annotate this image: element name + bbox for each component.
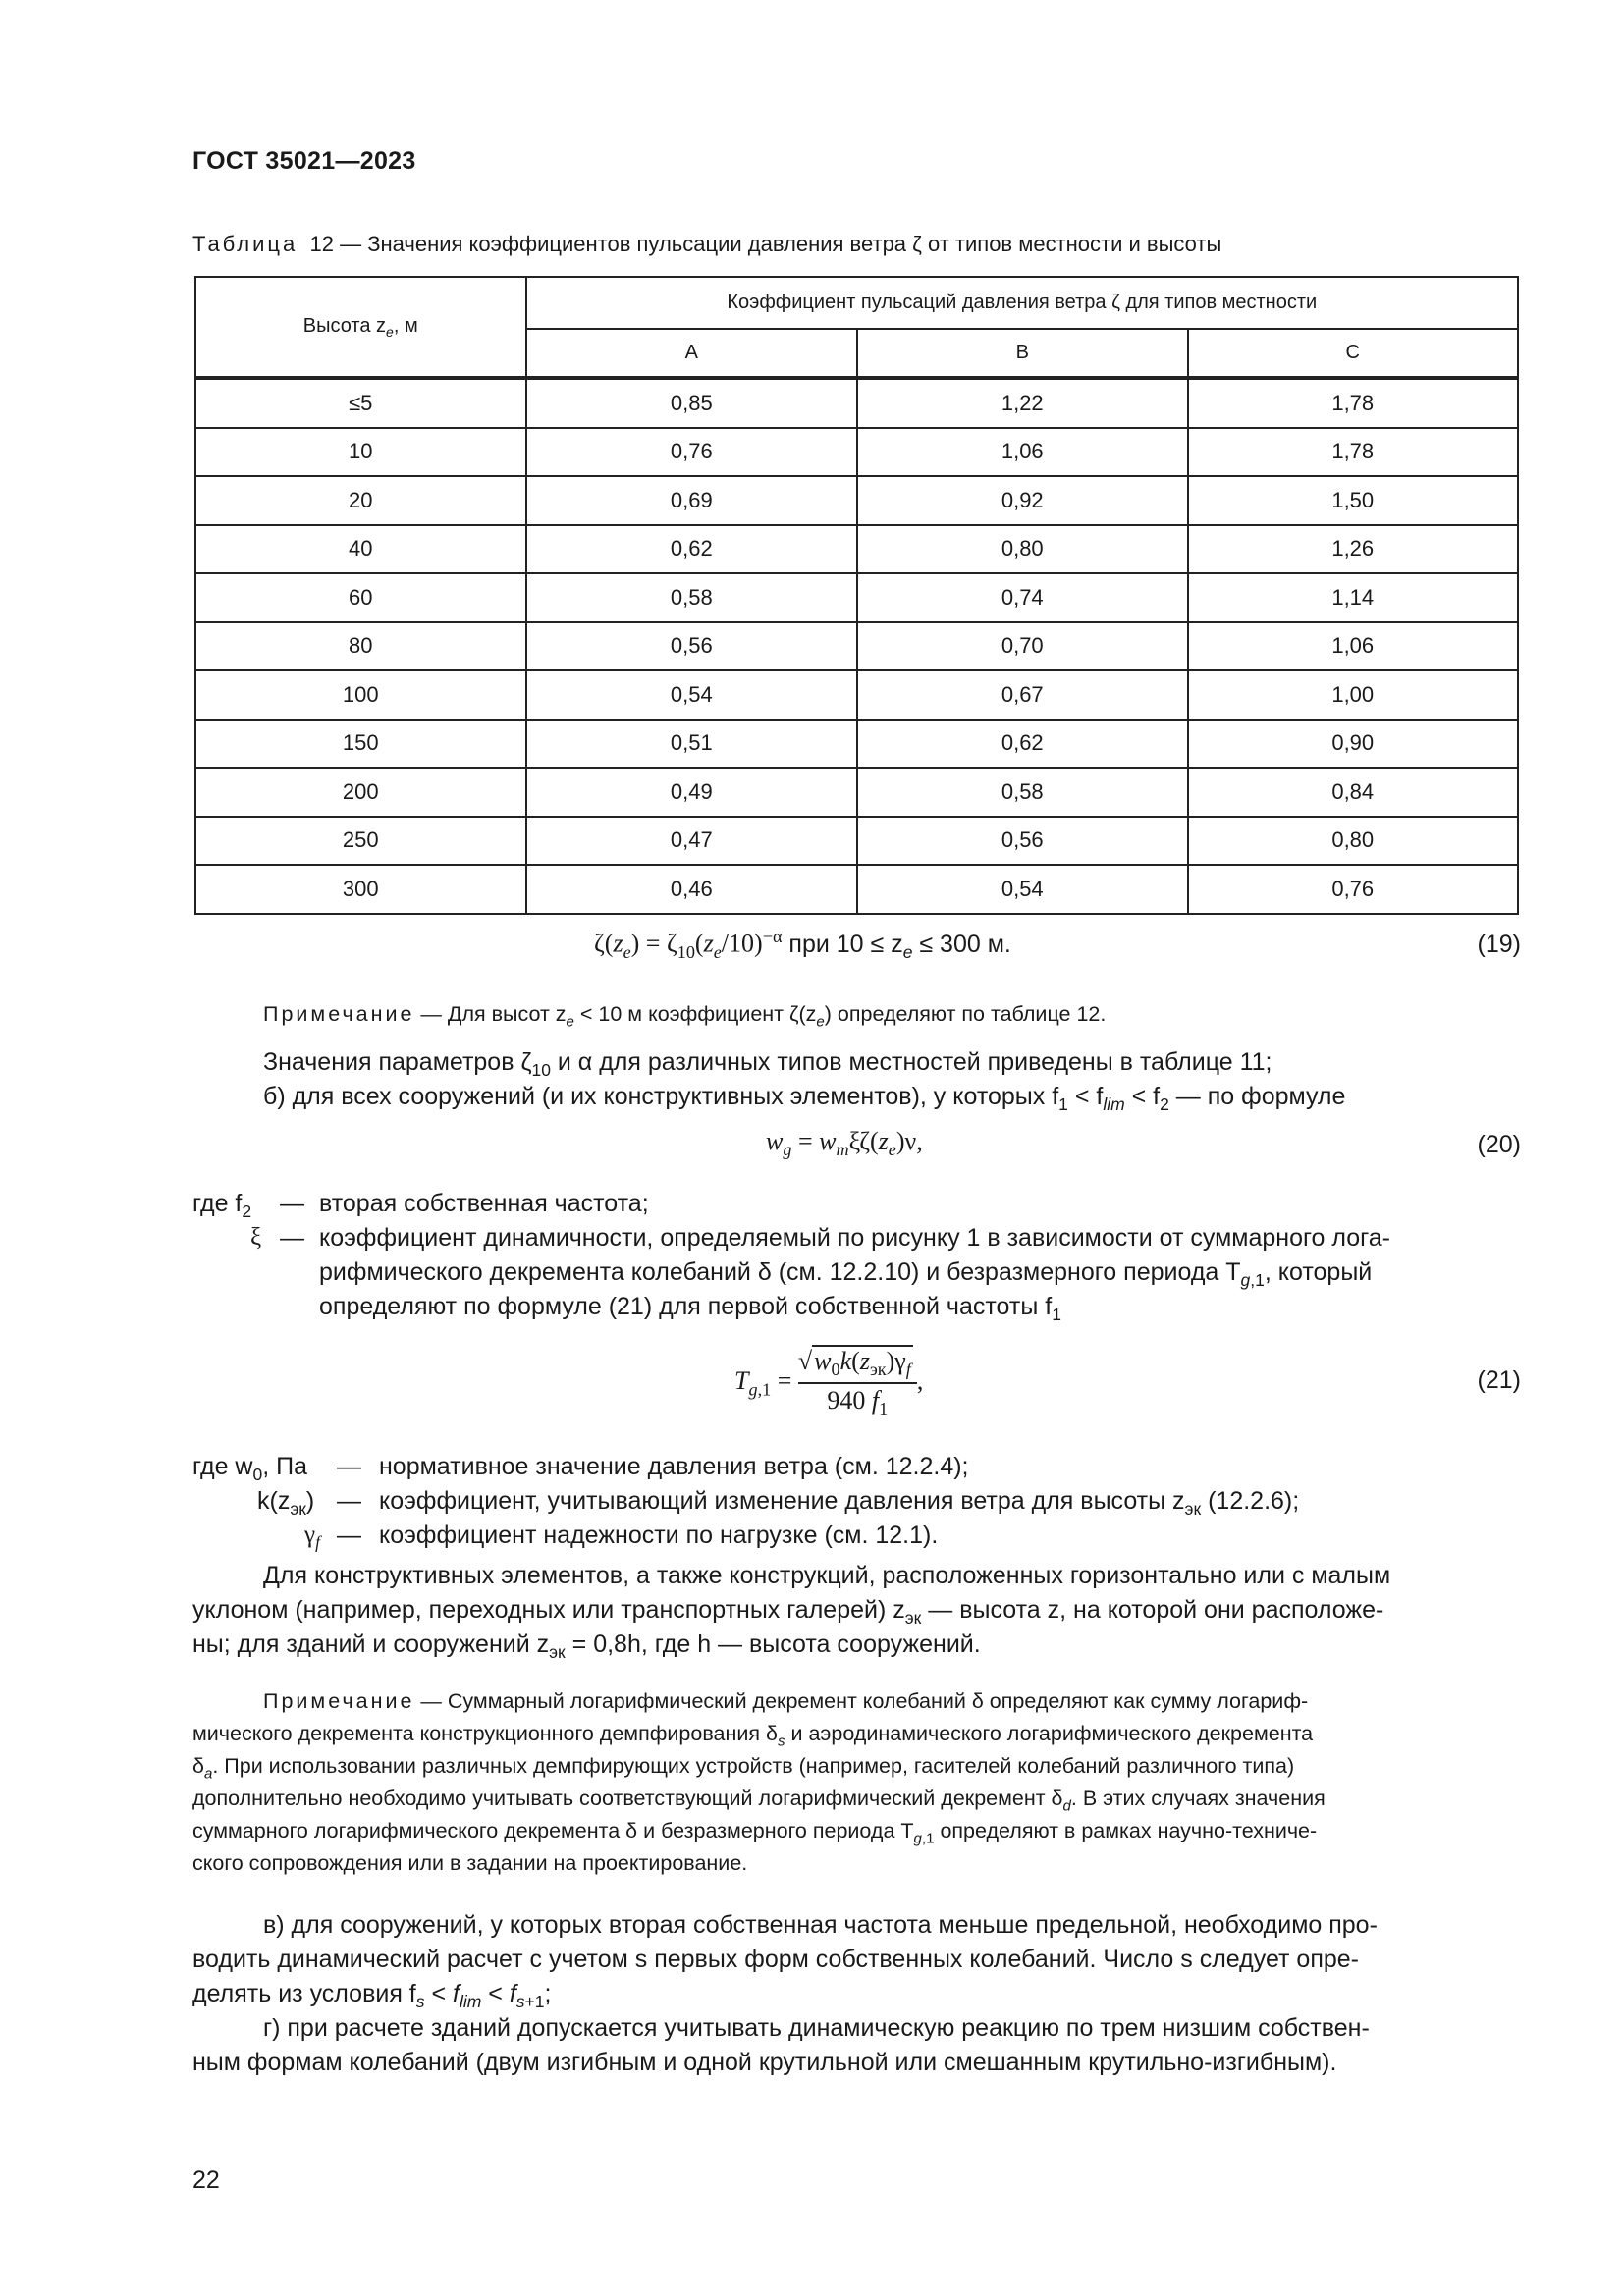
definition-f2-text: вторая собственная частота; <box>319 1190 649 1217</box>
equation-21-number: (21) <box>1477 1366 1521 1394</box>
definition-w0-label: где $w_0$, Па <box>192 1453 307 1484</box>
coefficient-cell: 1,06 <box>1188 622 1519 671</box>
column-header-group: Коэффициент пульсаций давления ветра ζ для типов местности <box>526 277 1518 329</box>
definition-xi-line-2: рифмического декремента колебаний δ (см. 12.2.10) и безразмерного периода $T_{g,1}$, который <box>319 1258 1373 1290</box>
height-cell: 10 <box>195 428 526 477</box>
coefficient-cell: 0,76 <box>1188 865 1519 914</box>
paragraph-v-line-1: в) для сооружений, у которых вторая собственная частота меньше предельной, необходимо про- <box>263 1911 1378 1939</box>
height-cell: 60 <box>195 573 526 622</box>
height-cell: 40 <box>195 525 526 574</box>
table-row <box>195 476 1518 525</box>
table-row <box>195 817 1518 866</box>
coefficient-cell: 0,46 <box>526 865 857 914</box>
coefficient-cell: 0,58 <box>526 573 857 622</box>
equation-21: $T_{g,1}$ = $\frac{√w_0k(z_{эк})\gamma_f}{940 f_1}$ , <box>734 1347 924 1419</box>
note-2-line-3: $\delta_a$. При использовании различных демпфирующих устройств (например, гасителей колебаний различного типа) <box>192 1754 1295 1783</box>
paragraph-parameters: Значения параметров $\zeta_{10}$ и α для различных типов местностей приведены в таблице 11; <box>263 1048 1272 1080</box>
document-header: ГОСТ 35021—2023 <box>192 147 416 175</box>
coefficient-cell: 0,47 <box>526 817 857 866</box>
note-1: Примечание — Для высот $z_e < 10$ м коэффициент $\zeta(z_e)$ определяют по таблице 12. <box>263 1002 1107 1031</box>
coefficient-cell: 0,54 <box>526 670 857 720</box>
paragraph-3-line-3: ны; для зданий и сооружений $z_{эк} = 0,8h$, где h — высота сооружений. <box>192 1630 981 1662</box>
paragraph-v-line-2: водить динамический расчет с учетом s первых форм собственных колебаний. Число s следует опре- <box>192 1946 1360 1973</box>
coefficient-cell: 0,58 <box>857 768 1187 817</box>
coefficient-cell: 1,78 <box>1188 378 1519 428</box>
table-caption-text: 12 — Значения коэффициентов пульсации давления ветра ζ от типов местности и высоты <box>309 232 1222 256</box>
definition-gamma-text: коэффициент надежности по нагрузке (см. 12.1). <box>379 1522 939 1549</box>
table-row <box>195 720 1518 769</box>
table-row <box>195 573 1518 622</box>
coefficient-cell: 0,56 <box>857 817 1187 866</box>
definition-gamma-dash: — <box>337 1522 361 1549</box>
coefficient-cell: 0,70 <box>857 622 1187 671</box>
note-2-line-5: суммарного логарифмического декремента δ и безразмерного периода $T_{g,1}$ определяют в рамках научно-техниче- <box>192 1819 1318 1847</box>
equation-19-number: (19) <box>1477 931 1521 958</box>
coefficient-cell: 1,06 <box>857 428 1187 477</box>
coefficient-cell: 0,90 <box>1188 720 1519 769</box>
coefficient-cell: 0,80 <box>857 525 1187 574</box>
coefficient-cell: 0,84 <box>1188 768 1519 817</box>
definition-w0-dash: — <box>337 1453 361 1480</box>
equation-21-fraction: $\frac{√w_0k(z_{эк})\gamma_f}{940 f_1}$ <box>798 1347 917 1419</box>
coefficient-cell: 1,26 <box>1188 525 1519 574</box>
height-cell: 300 <box>195 865 526 914</box>
equation-20: $w_g = w_m\xi\zeta(z_e)\nu$, <box>766 1127 923 1160</box>
paragraph-3-line-2: уклоном (например, переходных или транспортных галерей) $z_{эк}$ — высота z, на которой они расположе- <box>192 1596 1384 1628</box>
definition-xi-line-3: определяют по формуле (21) для первой собственной частоты $f_1$ <box>319 1293 1061 1324</box>
height-cell: 250 <box>195 817 526 866</box>
coefficient-cell: 1,50 <box>1188 476 1519 525</box>
paragraph-g-line-2: ным формам колебаний (двум изгибным и одной крутильной или смешанным крутильно-изгибным). <box>192 2049 1337 2076</box>
paragraph-v-line-3: делять из условия $f_s < f_{lim} < f_{s+1}$; <box>192 1980 552 2011</box>
table-row <box>195 378 1518 428</box>
table-caption-label: Таблица <box>192 232 298 256</box>
table-row <box>195 670 1518 720</box>
column-header-a: A <box>526 329 857 378</box>
table-row <box>195 428 1518 477</box>
coefficient-cell: 0,49 <box>526 768 857 817</box>
coefficient-cell: 0,67 <box>857 670 1187 720</box>
paragraph-g-line-1: г) при расчете зданий допускается учитывать динамическую реакцию по трем низшим собствен- <box>263 2014 1370 2042</box>
coefficient-cell: 1,22 <box>857 378 1187 428</box>
paragraph-3-line-1: Для конструктивных элементов, а также конструкций, расположенных горизонтально или с малым <box>263 1562 1391 1589</box>
page-number: 22 <box>192 2166 220 2194</box>
definition-gamma-label: $\gamma_f$ <box>304 1522 320 1552</box>
equation-20-number: (20) <box>1477 1131 1521 1158</box>
coefficient-cell: 0,74 <box>857 573 1187 622</box>
coefficient-cell: 0,62 <box>526 525 857 574</box>
coefficient-cell: 0,62 <box>857 720 1187 769</box>
zeta-coefficient-table <box>194 276 1519 915</box>
coefficient-cell: 1,00 <box>1188 670 1519 720</box>
note-2-line-6: ского сопровождения или в задании на проектирование. <box>192 1851 748 1875</box>
coefficient-cell: 0,51 <box>526 720 857 769</box>
table-row <box>195 865 1518 914</box>
definition-kz-label: $k(z_{эк})$ <box>257 1487 315 1519</box>
coefficient-cell: 0,80 <box>1188 817 1519 866</box>
note-2-line-2: мического декремента конструкционного демпфирования $\delta_s$ и аэродинамического логарифмического декремента <box>192 1722 1314 1750</box>
coefficient-cell: 0,92 <box>857 476 1187 525</box>
table-row <box>195 525 1518 574</box>
height-cell: 80 <box>195 622 526 671</box>
definition-kz-dash: — <box>337 1487 361 1515</box>
height-cell: 150 <box>195 720 526 769</box>
height-cell: ≤5 <box>195 378 526 428</box>
column-header-height: Высота $z_e$, м <box>195 277 526 378</box>
coefficient-cell: 0,69 <box>526 476 857 525</box>
height-cell: 20 <box>195 476 526 525</box>
definition-kz-text: коэффициент, учитывающий изменение давления ветра для высоты $z_{эк}$ (12.2.6); <box>379 1487 1300 1519</box>
equation-19: $\zeta(z_e) = \zeta_{10}(z_e/10)^{-\alpha}$ при $10 \le z_e \le 300$ м. <box>594 927 1011 962</box>
definition-f2-dash: — <box>280 1190 304 1217</box>
note-2-line-4: дополнительно необходимо учитывать соответствующий логарифмический декремент $\delta_d$. В этих случаях значения <box>192 1787 1326 1815</box>
coefficient-cell: 0,76 <box>526 428 857 477</box>
definition-w0-text: нормативное значение давления ветра (см. 12.2.4); <box>379 1453 969 1480</box>
definition-f2: где $f_2$ <box>192 1190 252 1221</box>
definition-xi-dash: — <box>280 1224 304 1252</box>
column-header-c: C <box>1188 329 1519 378</box>
definition-xi-label: ξ <box>250 1224 262 1251</box>
coefficient-cell: 0,54 <box>857 865 1187 914</box>
column-header-b: B <box>857 329 1187 378</box>
table-body <box>195 378 1518 914</box>
coefficient-cell: 1,14 <box>1188 573 1519 622</box>
coefficient-cell: 0,56 <box>526 622 857 671</box>
height-cell: 100 <box>195 670 526 720</box>
definition-xi-line-1: коэффициент динамичности, определяемый по рисунку 1 в зависимости от суммарного лога- <box>319 1224 1390 1252</box>
paragraph-b: б) для всех сооружений (и их конструктивных элементов), у которых $f_1 < f_{lim} < f_2$ — по формуле <box>263 1083 1346 1114</box>
table-row <box>195 768 1518 817</box>
height-cell: 200 <box>195 768 526 817</box>
table-row <box>195 622 1518 671</box>
coefficient-cell: 1,78 <box>1188 428 1519 477</box>
note-2-line-1: Примечание — Суммарный логарифмический декремент колебаний δ определяют как сумму логариф- <box>263 1689 1309 1713</box>
table-caption <box>192 232 1221 257</box>
coefficient-cell: 0,85 <box>526 378 857 428</box>
